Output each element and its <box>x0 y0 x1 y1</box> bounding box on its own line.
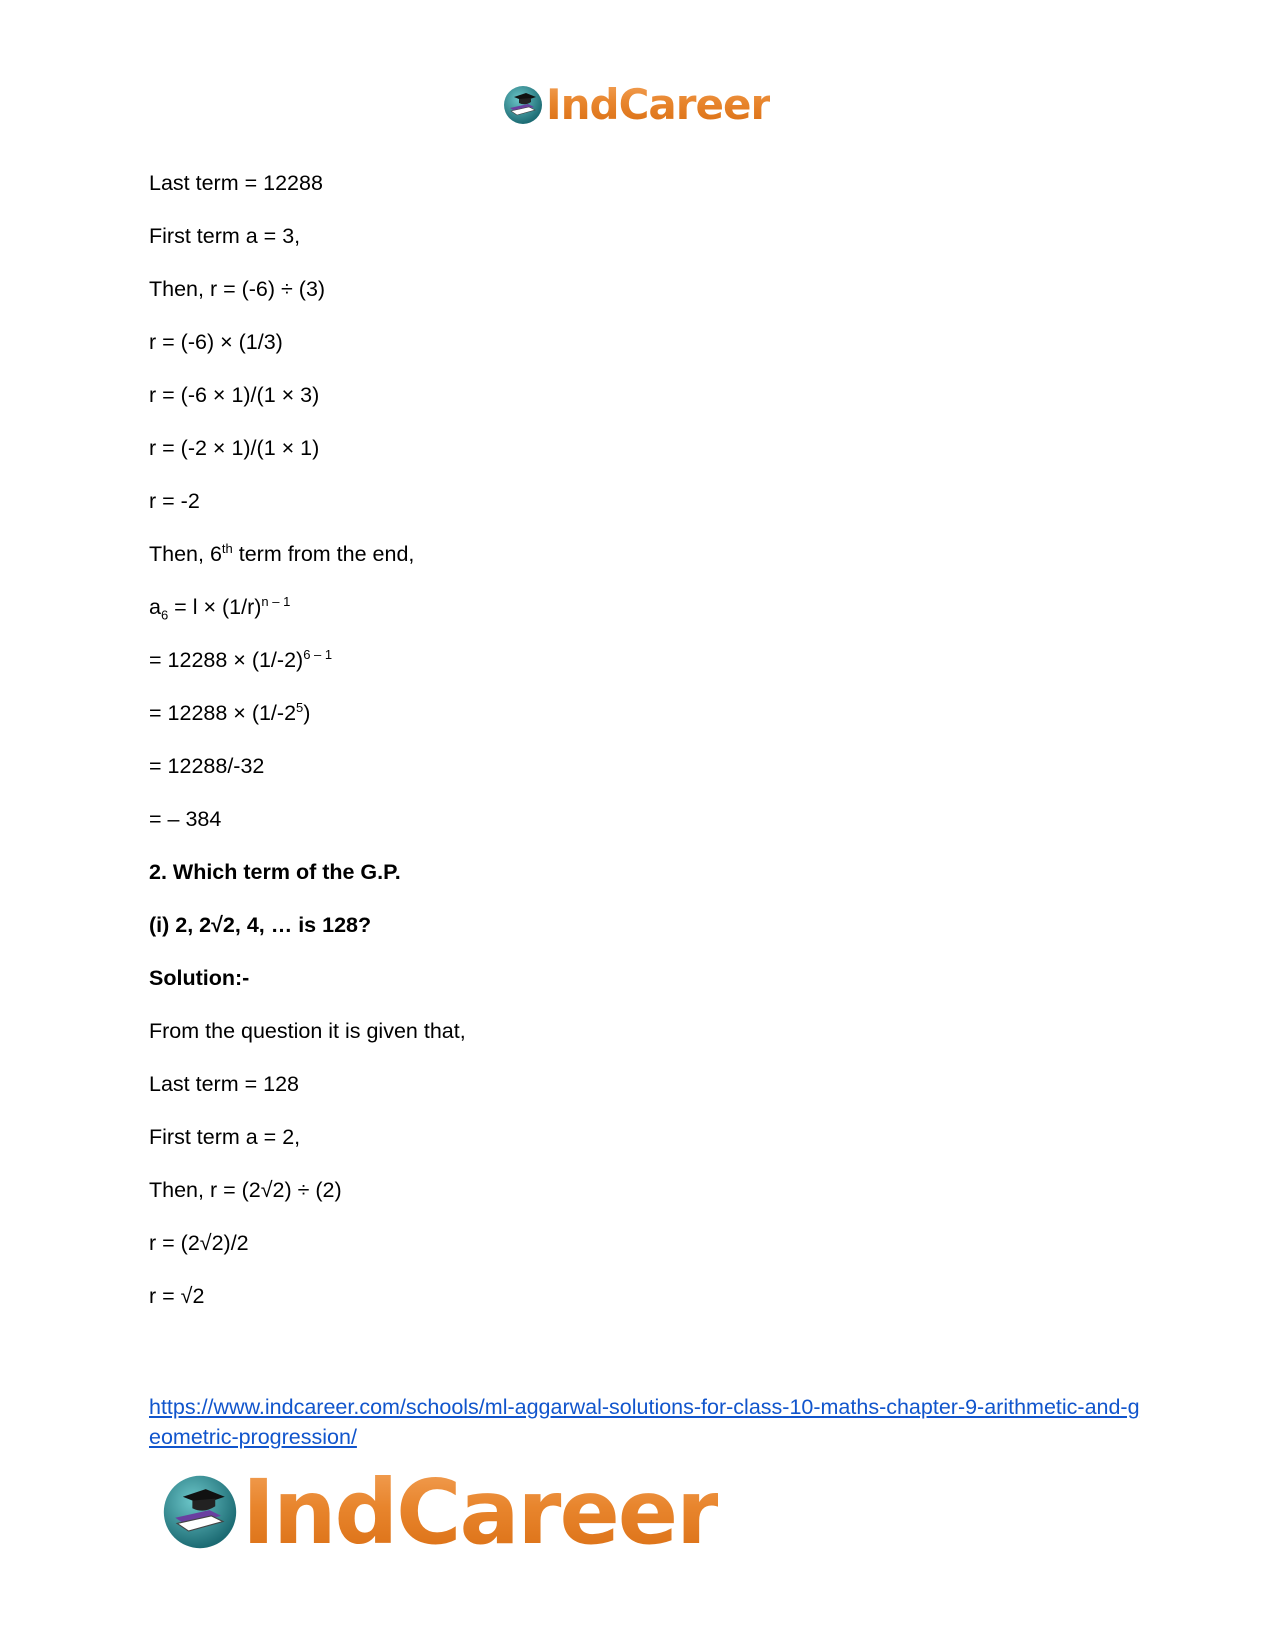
subscript: 6 <box>160 607 169 623</box>
text-segment: = l × (1/r) <box>168 595 262 619</box>
text-line: r = (-6 × 1)/(1 × 3) <box>149 383 320 407</box>
text-line: Then, r = (-6) ÷ (3) <box>149 277 326 301</box>
text-segment: term from the end, <box>232 542 415 566</box>
formula-line <box>149 700 310 726</box>
text-segment: a <box>149 595 161 619</box>
question-part: (i) 2, 2√2, 4, … is 128? <box>149 913 372 937</box>
source-link[interactable]: https://www.indcareer.com/schools/ml-aggarwal-solutions-for-class-10-maths-chapter-9-arithmetic-and-geometric-progression/ <box>149 1395 1140 1449</box>
header-logo <box>502 80 770 129</box>
text-line <box>149 541 414 567</box>
superscript: 5 <box>296 699 304 715</box>
graduation-book-icon <box>502 84 544 126</box>
text-line: = – 384 <box>149 807 222 831</box>
footer-logo <box>160 1460 718 1564</box>
question-title: 2. Which term of the G.P. <box>149 860 401 884</box>
superscript: th <box>221 540 233 556</box>
text-line: = 12288/-32 <box>149 754 265 778</box>
text-segment: = 12288 × (1/-2) <box>149 648 304 672</box>
superscript: 6 – 1 <box>303 646 333 662</box>
text-line: r = √2 <box>149 1284 205 1308</box>
text-line: r = (-2 × 1)/(1 × 1) <box>149 436 320 460</box>
text-line: r = -2 <box>149 489 200 513</box>
text-line: From the question it is given that, <box>149 1019 466 1043</box>
text-line: r = (2√2)/2 <box>149 1231 249 1255</box>
brand-wordmark: IndCareer <box>242 1460 719 1564</box>
text-line: r = (-6) × (1/3) <box>149 330 283 354</box>
formula-line <box>149 647 332 673</box>
brand-wordmark: IndCareer <box>546 80 771 129</box>
text-line: Last term = 128 <box>149 1072 299 1096</box>
text-segment: ) <box>303 701 311 725</box>
graduation-book-icon <box>160 1472 240 1552</box>
text-segment: Then, 6 <box>149 542 222 566</box>
text-line: Then, r = (2√2) ÷ (2) <box>149 1178 342 1202</box>
text-line: Last term = 12288 <box>149 171 323 195</box>
solution-label: Solution:- <box>149 966 250 990</box>
text-segment: = 12288 × (1/-2 <box>149 701 297 725</box>
text-line: First term a = 2, <box>149 1125 301 1149</box>
formula-line <box>149 593 291 623</box>
text-line: First term a = 3, <box>149 224 301 248</box>
superscript: n – 1 <box>261 593 291 609</box>
